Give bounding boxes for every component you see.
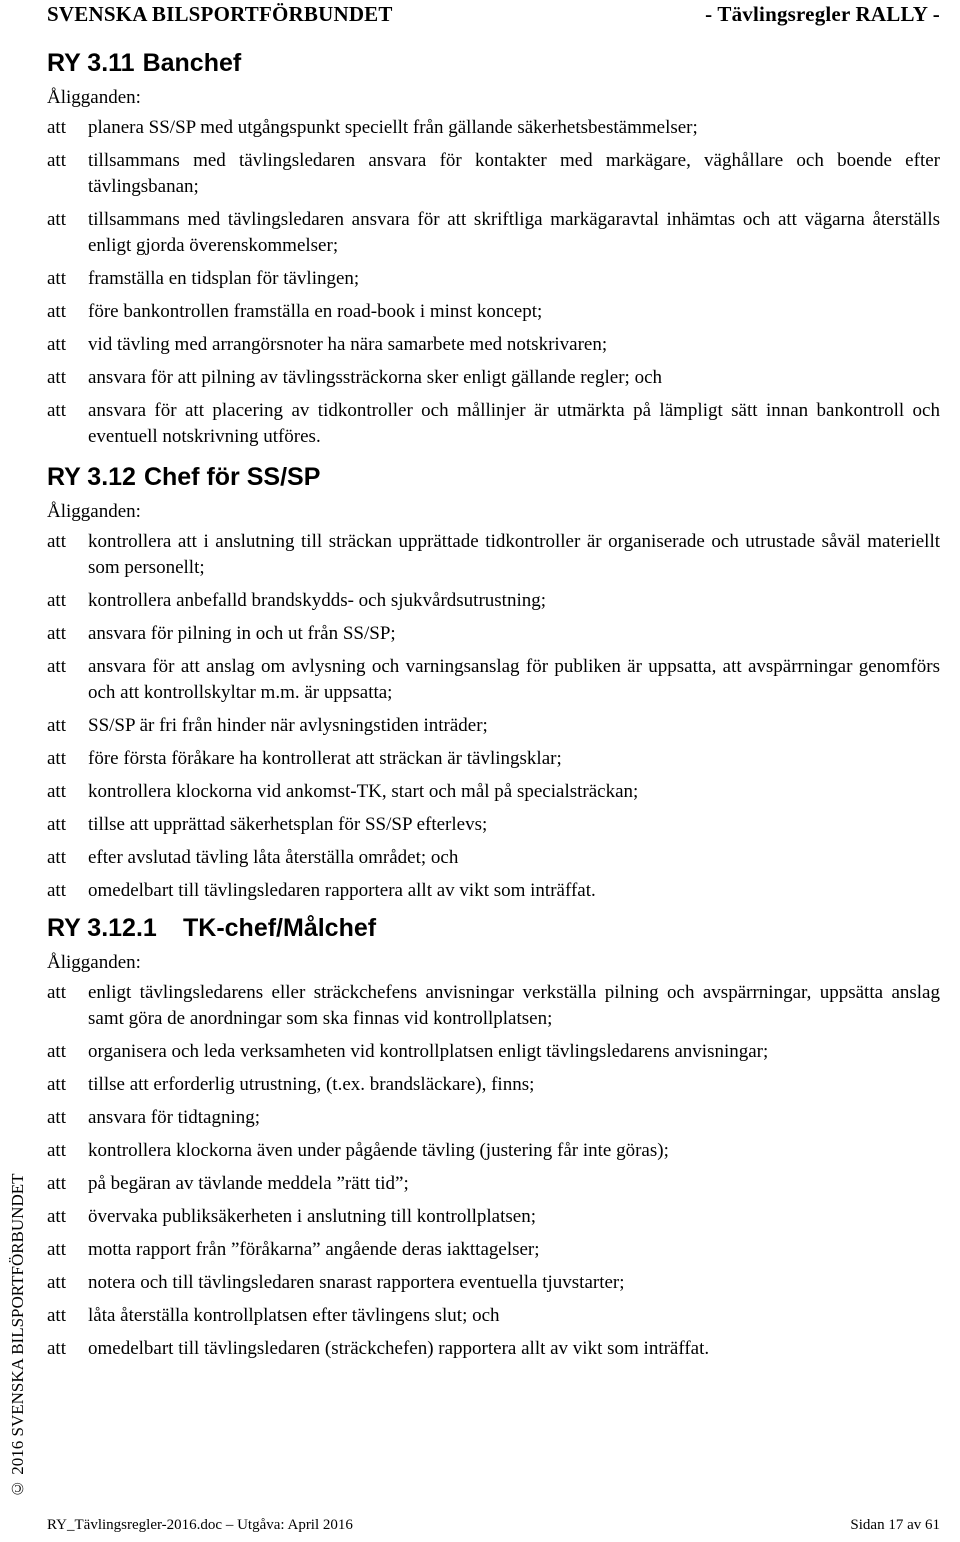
item-prefix: att [47,268,66,289]
footer-document-info: RY_Tävlingsregler-2016.doc – Utgåva: April 2016 [47,1517,353,1533]
item-text: låta återställa kontrollplatsen efter tävlingens slut; och [88,1305,500,1326]
list-item [47,1270,940,1296]
list-item [47,980,940,1032]
list-item [47,1072,940,1098]
item-text: kontrollera klockorna vid ankomst-TK, start och mål på specialsträckan; [88,781,639,802]
list-item [47,299,940,325]
item-text: före bankontrollen framställa en road-book i minst koncept; [88,301,543,322]
item-text: ansvara för att anslag om avlysning och varningsanslag för publiken är uppsatta, att avspärrningar genomförs och att kontrollskyltar m.m. är uppsatta; [88,656,940,703]
list-item [47,878,940,904]
list-item [47,148,940,200]
item-prefix: att [47,623,66,644]
item-prefix: att [47,1041,66,1062]
list-item [47,1039,940,1065]
item-prefix: att [47,209,66,230]
item-text: notera och till tävlingsledaren snarast rapportera eventuella tjuvstarter; [88,1272,625,1293]
item-prefix: att [47,367,66,388]
item-text: före första föråkare ha kontrollerat att sträckan är tävlingsklar; [88,748,562,769]
section-title: Banchef [142,49,242,77]
section-title: Chef för SS/SP [143,463,321,491]
section-title: TK-chef/Målchef [183,914,377,942]
item-prefix: att [47,1338,66,1359]
header-document-title: - Tävlingsregler RALLY - [705,2,940,26]
item-prefix: att [47,400,66,421]
list-item [47,1237,940,1263]
item-text: tillsammans med tävlingsledaren ansvara för kontakter med markägare, väghållare och boende efter tävlingsbanan; [88,150,940,197]
list-item [47,266,940,292]
item-text: SS/SP är fri från hinder när avlysningstiden inträder; [88,715,488,736]
item-text: framställa en tidsplan för tävlingen; [88,268,360,289]
section-number: RY 3.11 [47,49,135,77]
item-prefix: att [47,334,66,355]
item-text: tillse att erforderlig utrustning, (t.ex. brandsläckare), finns; [88,1074,535,1095]
item-prefix: att [47,781,66,802]
item-text: ansvara för pilning in och ut från SS/SP; [88,623,396,644]
item-text: ansvara för att placering av tidkontroller och mållinjer är utmärkta på lämpligt sätt innan bankontroll och eventuell notskrivning utföres. [88,400,940,447]
item-prefix: att [47,982,66,1003]
header-organization: SVENSKA BILSPORTFÖRBUNDET [47,2,393,26]
section-heading [47,460,940,498]
page-header [47,0,940,32]
list-item [47,621,940,647]
duty-list [47,980,940,1362]
item-text: planera SS/SP med utgångspunkt speciellt från gällande säkerhetsbestämmelser; [88,117,698,138]
list-item [47,779,940,805]
section-heading [47,911,940,949]
list-item [47,529,940,581]
item-prefix: att [47,715,66,736]
item-text: omedelbart till tävlingsledaren rapportera allt av vikt som inträffat. [88,880,596,901]
item-text: organisera och leda verksamheten vid kontrollplatsen enligt tävlingsledarens anvisningar; [88,1041,769,1062]
item-prefix: att [47,150,66,171]
section-heading [47,46,940,84]
list-item [47,713,940,739]
list-item [47,115,940,141]
page-number: Sidan 17 av 61 [850,1517,940,1533]
list-item [47,845,940,871]
document-body [47,46,940,1369]
list-item [47,207,940,259]
list-item [47,746,940,772]
item-text: kontrollera klockorna även under pågående tävling (justering får inte göras); [88,1140,669,1161]
item-text: tillse att upprättad säkerhetsplan för SS/SP efterlevs; [88,814,488,835]
item-text: på begäran av tävlande meddela ”rätt tid”; [88,1173,409,1194]
item-prefix: att [47,847,66,868]
item-prefix: att [47,1272,66,1293]
item-text: efter avslutad tävling låta återställa området; och [88,847,459,868]
item-prefix: att [47,656,66,677]
item-prefix: att [47,748,66,769]
list-item [47,1105,940,1131]
item-prefix: att [47,1140,66,1161]
item-text: kontrollera anbefalld brandskydds- och sjukvårdsutrustning; [88,590,547,611]
list-item [47,1138,940,1164]
duties-label: Åligganden: [47,87,141,108]
duties-label: Åligganden: [47,501,141,522]
item-prefix: att [47,1239,66,1260]
page-footer [47,1517,940,1534]
item-prefix: att [47,531,66,552]
item-prefix: att [47,1173,66,1194]
item-prefix: att [47,1074,66,1095]
copyright-side-note: © 2016 SVENSKA BILSPORTFÖRBUNDET [8,1173,27,1498]
list-item [47,1336,940,1362]
item-prefix: att [47,880,66,901]
item-text: ansvara för tidtagning; [88,1107,261,1128]
item-text: ansvara för att pilning av tävlingssträckorna sker enligt gällande regler; och [88,367,663,388]
list-item [47,332,940,358]
item-text: enligt tävlingsledarens eller sträckchefens anvisningar verkställa pilning och avspärrningar, uppsätta anslag samt göra de anordningar som ska finnas vid kontrollplatsen; [88,982,940,1029]
list-item [47,1171,940,1197]
duty-list [47,115,940,450]
section-number: RY 3.12 [47,463,136,491]
item-prefix: att [47,814,66,835]
item-prefix: att [47,1206,66,1227]
list-item [47,588,940,614]
list-item [47,654,940,706]
duty-list [47,529,940,904]
item-text: motta rapport från ”föråkarna” angående deras iakttagelser; [88,1239,540,1260]
list-item [47,1303,940,1329]
list-item [47,812,940,838]
item-text: kontrollera att i anslutning till sträckan upprättade tidkontroller är organiserade och utrustade såväl materiellt som personellt; [88,531,940,578]
item-text: omedelbart till tävlingsledaren (sträckchefen) rapportera allt av vikt som inträffat. [88,1338,710,1359]
item-text: övervaka publiksäkerheten i anslutning till kontrollplatsen; [88,1206,536,1227]
item-text: tillsammans med tävlingsledaren ansvara för att skriftliga markägaravtal inhämtas och att vägarna återställs enligt gjorda överenskommelser; [88,209,940,256]
item-text: vid tävling med arrangörsnoter ha nära samarbete med notskrivaren; [88,334,608,355]
list-item [47,1204,940,1230]
item-prefix: att [47,1305,66,1326]
section-number: RY 3.12.1 [47,914,157,942]
item-prefix: att [47,1107,66,1128]
item-prefix: att [47,301,66,322]
item-prefix: att [47,590,66,611]
duties-label: Åligganden: [47,952,141,973]
list-item [47,398,940,450]
list-item [47,365,940,391]
item-prefix: att [47,117,66,138]
